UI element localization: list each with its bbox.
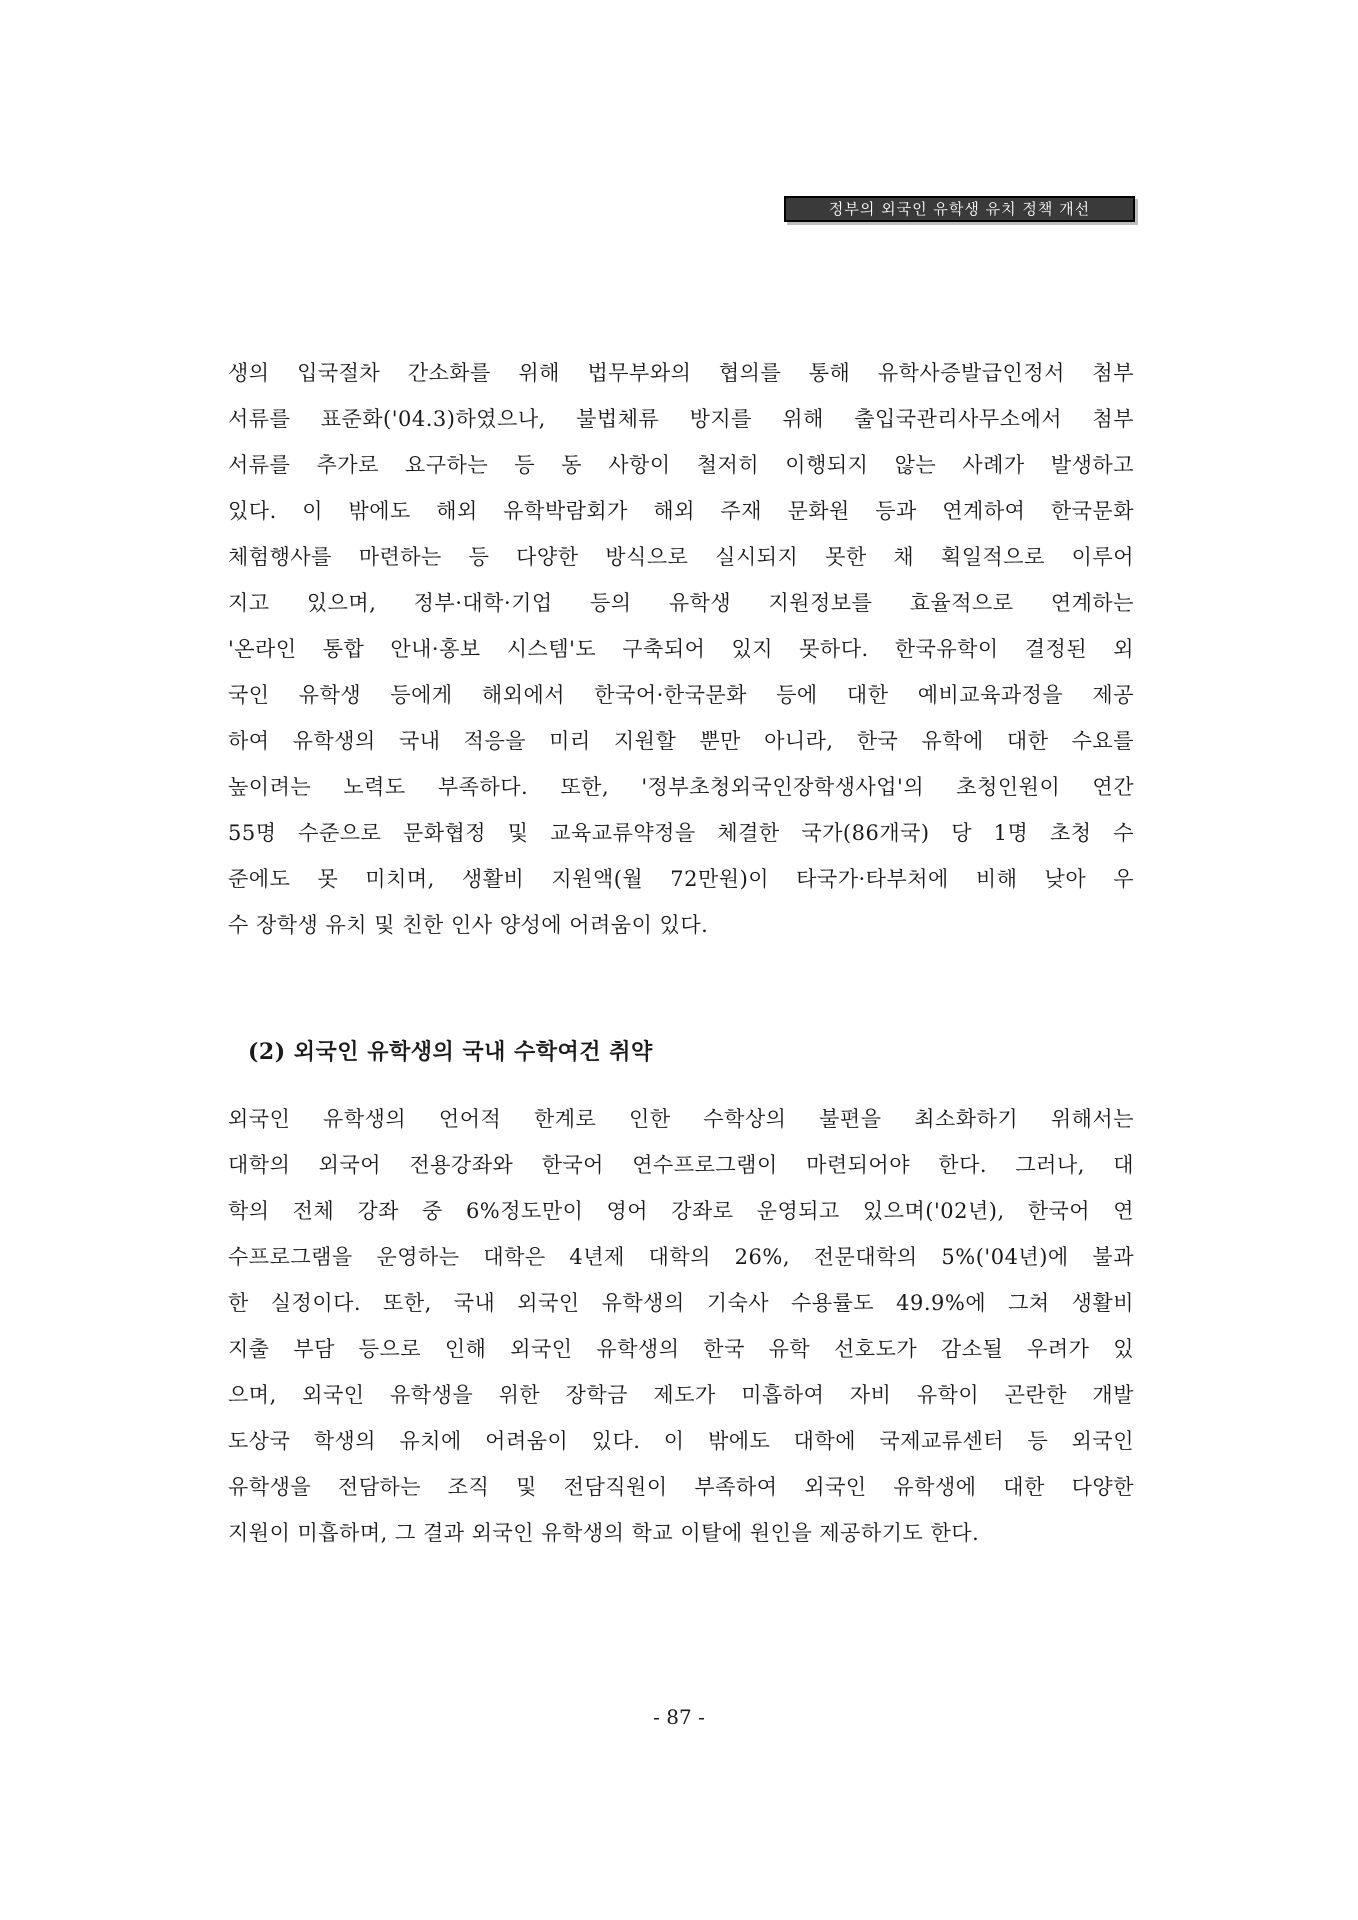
paragraph-line: 지고 있으며, 정부·대학·기업 등의 유학생 지원정보를 효율적으로 연계하는	[228, 591, 1134, 615]
paragraph-line: 한 실정이다. 또한, 국내 외국인 유학생의 기숙사 수용률도 49.9%에 그쳐 생활비	[228, 1291, 1134, 1315]
paragraph-line: 생의 입국절차 간소화를 위해 법무부와의 협의를 통해 유학사증발급인정서 첨부	[228, 361, 1134, 385]
paragraph-line: 수프로그램을 운영하는 대학은 4년제 대학의 26%, 전문대학의 5%('04년)에 불과	[228, 1245, 1134, 1269]
paragraph-line: 하여 유학생의 국내 적응을 미리 지원할 뿐만 아니라, 한국 유학에 대한 수요를	[228, 729, 1134, 753]
paragraph-line: 서류를 추가로 요구하는 등 동 사항이 철저히 이행되지 않는 사례가 발생하고	[228, 453, 1134, 477]
paragraph-line: 지원이 미흡하며, 그 결과 외국인 유학생의 학교 이탈에 원인을 제공하기도 한다.	[228, 1521, 980, 1545]
paragraph-line: 외국인 유학생의 언어적 한계로 인한 수학상의 불편을 최소화하기 위해서는	[228, 1107, 1134, 1131]
paragraph-line: 으며, 외국인 유학생을 위한 장학금 제도가 미흡하여 자비 유학이 곤란한 개발	[228, 1383, 1134, 1407]
running-header: 정부의 외국인 유학생 유치 정책 개선	[784, 196, 1135, 222]
paragraph-entry-procedure	[228, 350, 1134, 948]
paragraph-line: 유학생을 전담하는 조직 및 전담직원이 부족하여 외국인 유학생에 대한 다양한	[228, 1475, 1134, 1499]
paragraph-line: 국인 유학생 등에게 해외에서 한국어·한국문화 등에 대한 예비교육과정을 제공	[228, 683, 1134, 707]
page-number: - 87 -	[653, 1705, 705, 1729]
paragraph-line: 서류를 표준화('04.3)하였으나, 불법체류 방지를 위해 출입국관리사무소에서 첨부	[228, 407, 1134, 431]
paragraph-line: 있다. 이 밖에도 해외 유학박람회가 해외 주재 문화원 등과 연계하여 한국문화	[228, 499, 1134, 523]
paragraph-line: '온라인 통합 안내·홍보 시스템'도 구축되어 있지 못하다. 한국유학이 결정된 외	[228, 637, 1134, 661]
paragraph-line: 체험행사를 마련하는 등 다양한 방식으로 실시되지 못한 채 획일적으로 이루어	[228, 545, 1134, 569]
paragraph-line: 준에도 못 미치며, 생활비 지원액(월 72만원)이 타국가·타부처에 비해 낮아 우	[228, 867, 1134, 891]
paragraph-line: 수 장학생 유치 및 친한 인사 양성에 어려움이 있다.	[228, 913, 709, 937]
paragraph-line: 도상국 학생의 유치에 어려움이 있다. 이 밖에도 대학에 국제교류센터 등 외국인	[228, 1429, 1134, 1453]
paragraph-line: 높이려는 노력도 부족하다. 또한, '정부초청외국인장학생사업'의 초청인원이 연간	[228, 775, 1134, 799]
paragraph-study-conditions	[228, 1096, 1134, 1556]
paragraph-line: 지출 부담 등으로 인해 외국인 유학생의 한국 유학 선호도가 감소될 우려가 있	[228, 1337, 1134, 1361]
paragraph-line: 대학의 외국어 전용강좌와 한국어 연수프로그램이 마련되어야 한다. 그러나, 대	[228, 1153, 1134, 1177]
section-heading: (2) 외국인 유학생의 국내 수학여건 취약	[248, 1039, 653, 1065]
paragraph-line: 55명 수준으로 문화협정 및 교육교류약정을 체결한 국가(86개국) 당 1명 초청 수	[228, 821, 1134, 845]
paragraph-line: 학의 전체 강좌 중 6%정도만이 영어 강좌로 운영되고 있으며('02년), 한국어 연	[228, 1199, 1134, 1223]
